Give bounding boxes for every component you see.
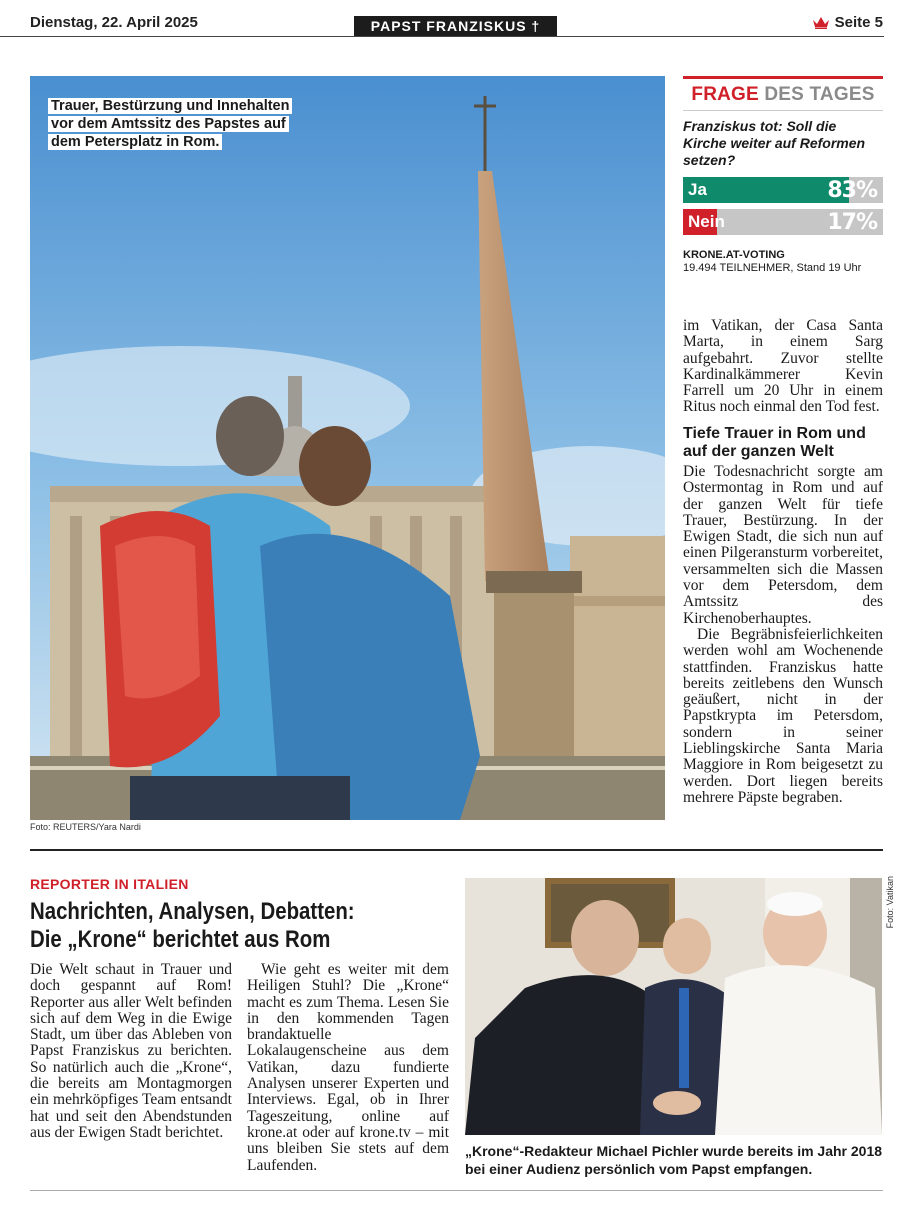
issue-date: Dienstag, 22. April 2025	[30, 14, 198, 31]
main-photo	[30, 76, 665, 820]
headline-line: Nachrichten, Analysen, Debatten:	[30, 898, 355, 925]
poll-question: Franziskus tot: Soll die Kirche weiter auf Reformen setzen?	[683, 118, 866, 168]
poll-result-ja	[683, 177, 883, 203]
audience-photo-caption: „Krone“-Redakteur Michael Pichler wurde bereits im Jahr 2018 bei einer Audienz persönlich vom Papst empfangen.	[465, 1143, 883, 1177]
poll-title	[683, 84, 883, 106]
article-paragraph: Die Todesnachricht sorgte am Ostermontag in Rom und auf der ganzen Welt für tiefe Trauer, Bestürzung. In der Ewigen Stadt, die sich nun auf einen Pilgeransturm vorbereitet, versammelten sich die Massen vor dem Petersdom, dem Amtssitz des Kirchenoberhauptes.	[683, 463, 883, 627]
photo-credit: Foto: REUTERS/Yara Nardi	[30, 822, 141, 832]
poll-participants: 19.494 TEILNEHMER, Stand 19 Uhr	[683, 262, 862, 274]
poll-fill-ja	[683, 177, 849, 203]
reporter-column-1: Die Welt schaut in Trauer und doch gespannt auf Rom! Reporter aus aller Welt befinden sich auf dem Weg in die Ewige Stadt, um über das Ableben von Papst Franziskus zu berichten. So natürlich auch die „Krone“, die bereits am Montagmorgen ein mehrköpfiges Team entsandt hat und seit den Abendstunden aus der Ewigen Stadt berichtet.	[30, 961, 232, 1141]
header-divider	[0, 36, 884, 37]
page-number	[813, 14, 883, 31]
reporter-paragraph: Wie geht es weiter mit dem Heiligen Stuhl? Die „Krone“ macht es zum Thema. Lesen Sie in den kommenden Tagen brandaktuelle Lokalaugenscheine aus dem Vatikan, dazu fundierte Analysen unserer Experten und Interviews. Egal, ob in Ihrer Tageszeitung, online auf krone.at oder auf krone.tv – mit uns bleiben Sie stets auf dem Laufenden.	[247, 961, 449, 1174]
article-subhead: Tiefe Trauer in Rom und auf der ganzen Welt	[683, 425, 866, 460]
poll-source: KRONE.AT-VOTING	[683, 249, 785, 261]
crown-icon	[813, 17, 829, 29]
poll-title-part1: FRAGE	[691, 84, 759, 105]
headline-line: Die „Krone“ berichtet aus Rom	[30, 926, 331, 953]
poll-option-percent: 83%	[827, 178, 877, 203]
page-number-label: Seite 5	[834, 14, 883, 31]
article-text-continued: im Vatikan, der Casa Santa Marta, in einem Sarg aufgebahrt. Zuvor stellte Kardinalkämmerer Kevin Farrell um 20 Uhr in einem Ritus noch einmal den Tod fest.	[683, 317, 883, 416]
reporter-headline	[30, 898, 387, 954]
photo-caption: Trauer, Bestürzung und Innehalten vor dem Amtssitz des Papstes auf dem Petersplatz in Rom.	[48, 97, 298, 151]
section-title: PAPST FRANZISKUS †	[354, 16, 557, 37]
poll-result-nein	[683, 209, 883, 235]
poll-option-percent: 17%	[827, 210, 877, 235]
article-body	[683, 464, 883, 806]
poll-option-label: Ja	[688, 180, 707, 199]
page-bottom-divider	[30, 1190, 883, 1191]
poll-divider	[683, 110, 883, 111]
article-paragraph: Die Begräbnisfeierlichkeiten werden wohl am Wochenende stattfinden. Franziskus hatte bereits zeitlebens den Wunsch geäußert, nicht in der Papstkrypta im Petersdom, sondern in seiner Lieblingskirche Santa Maria Maggiore in Rom beigesetzt zu werden. Dort liegen bereits mehrere Päpste begraben.	[683, 625, 883, 806]
reporter-kicker: REPORTER IN ITALIEN	[30, 876, 189, 892]
photo-credit-vertical: Foto: Vatikan	[885, 876, 895, 929]
reporter-column-2	[247, 962, 449, 1174]
poll-title-part2: DES TAGES	[764, 84, 875, 105]
poll-accent-line	[683, 76, 883, 79]
poll-option-label: Nein	[688, 212, 725, 231]
audience-photo	[465, 878, 882, 1135]
section-divider	[30, 849, 883, 851]
